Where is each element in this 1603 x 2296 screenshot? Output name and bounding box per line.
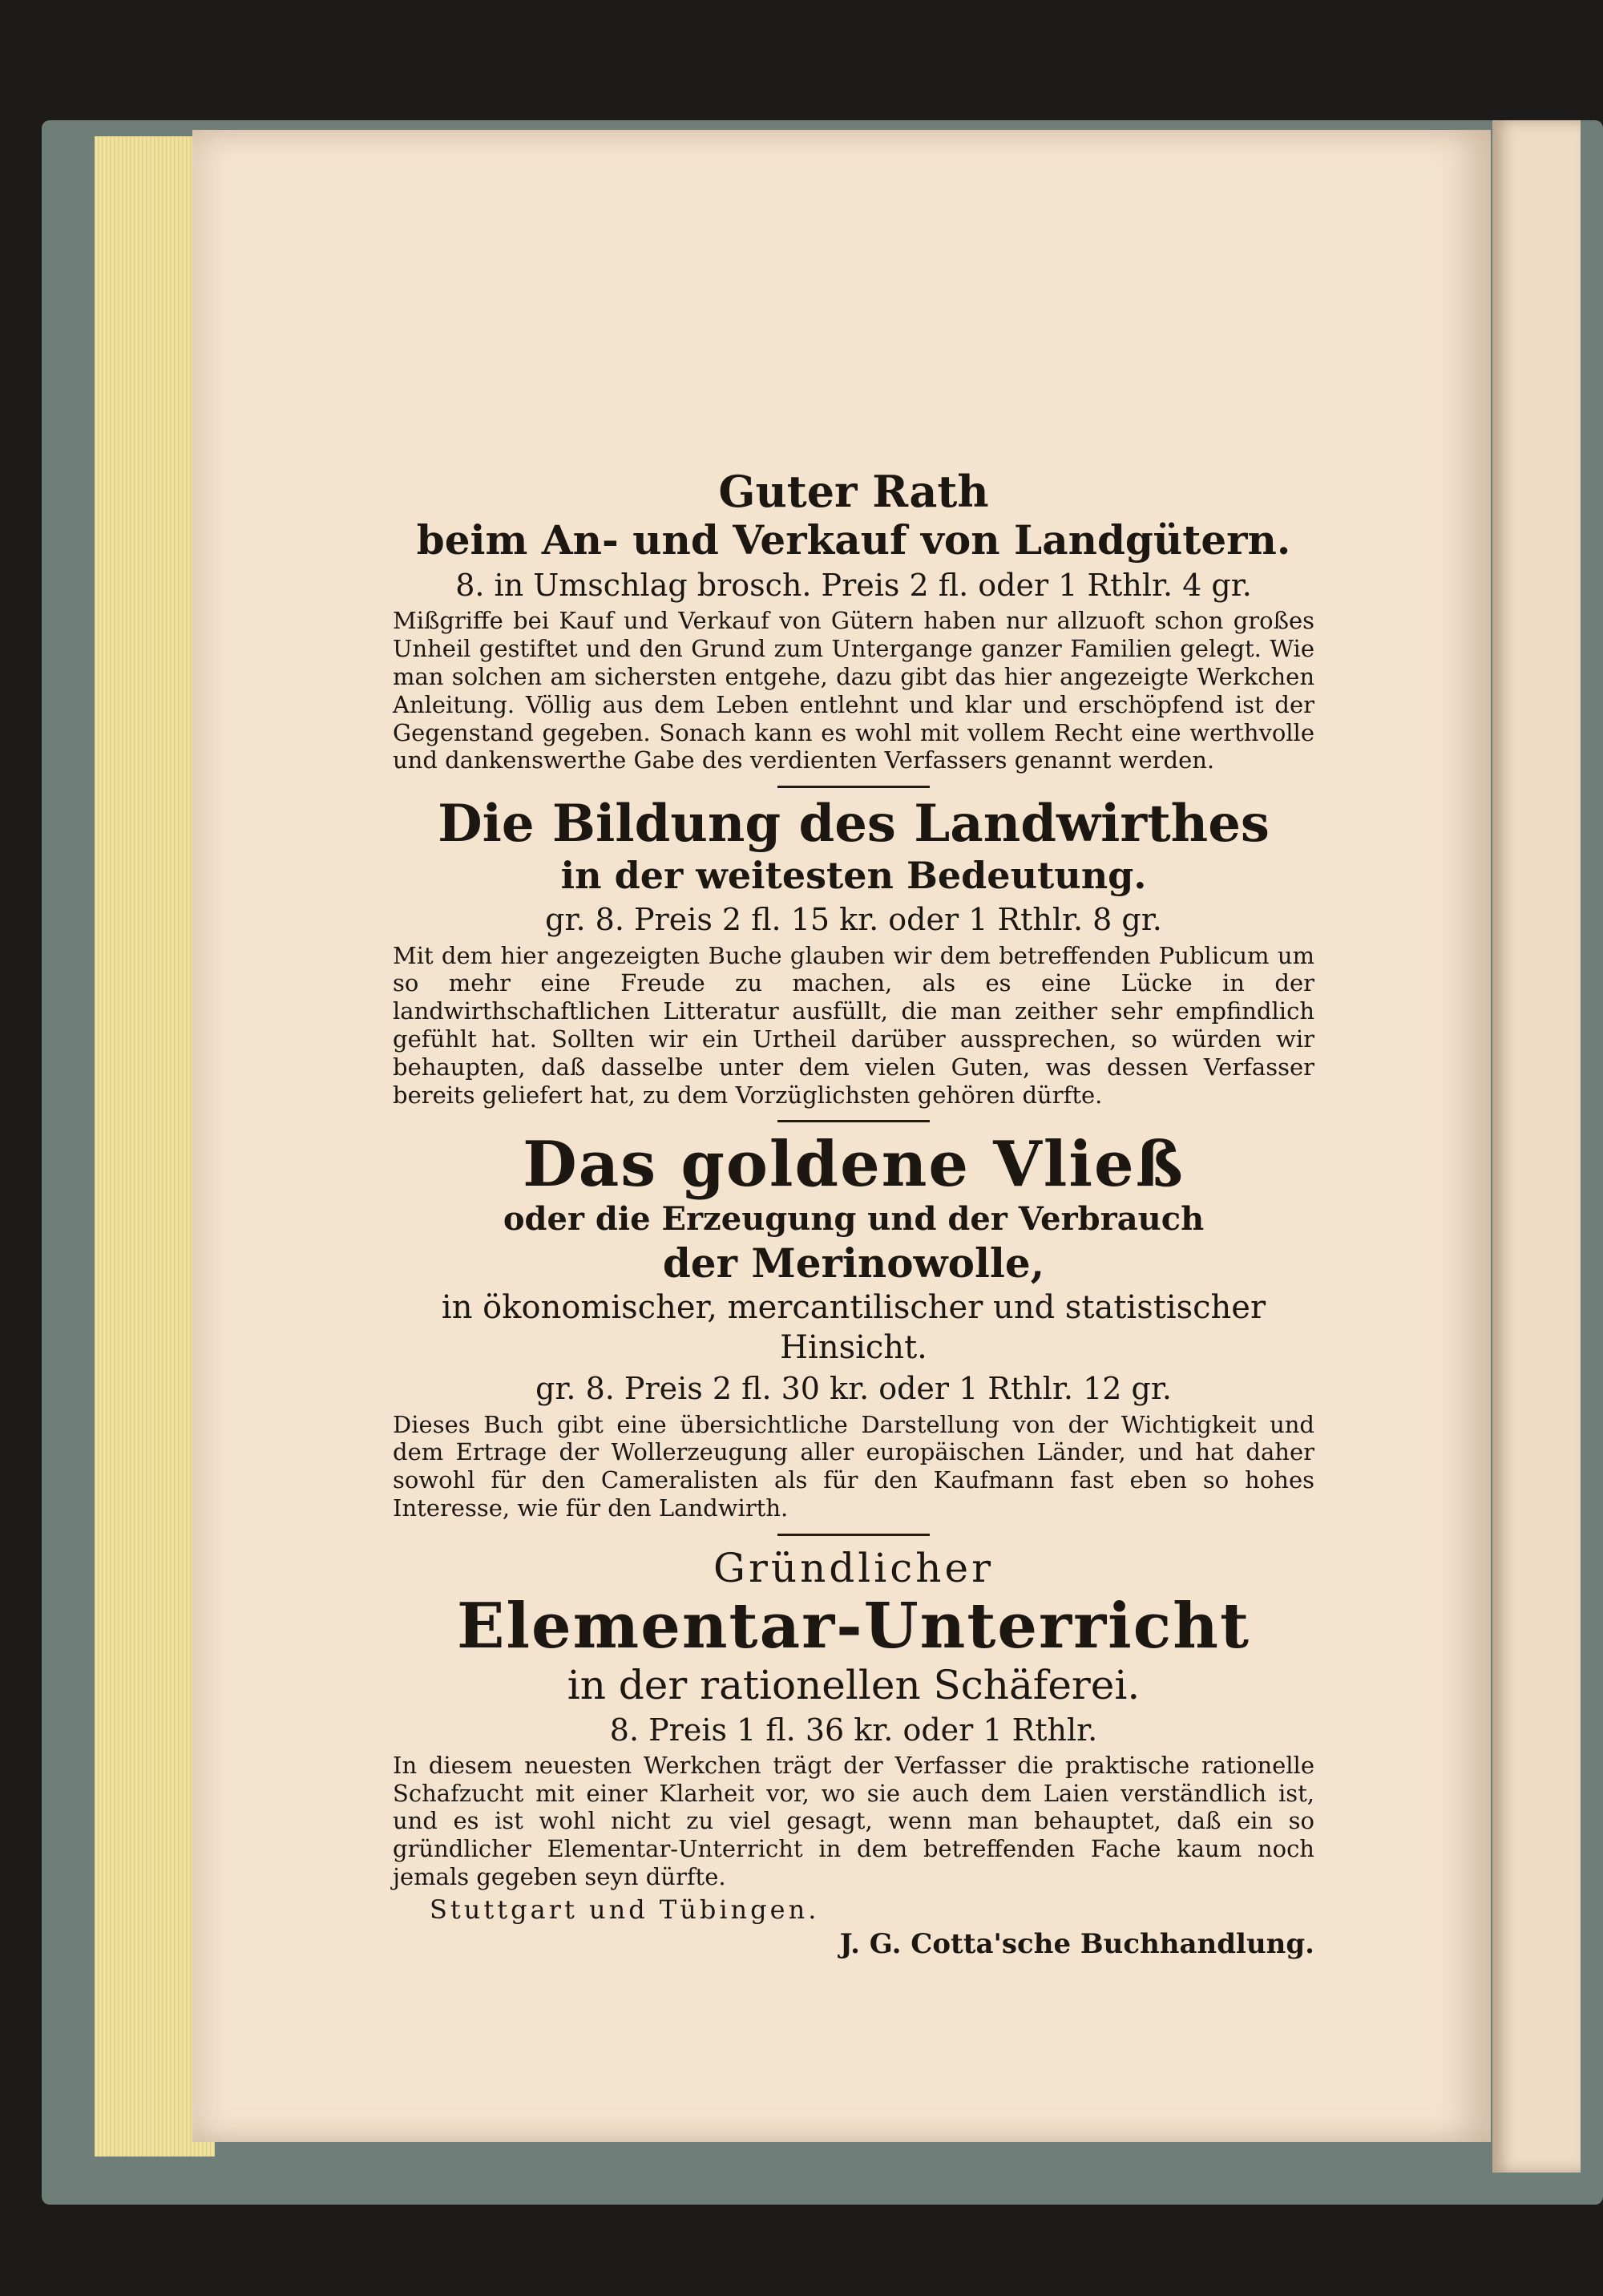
ad-subtitle: in der weitesten Bedeutung. <box>560 853 1147 897</box>
ad-body: Mit dem hier angezeigten Buche glauben wir dem betreffenden Publicum um so mehr eine Freude zu machen, als es eine Lücke in der landwirthschaftlichen Litteratur ausfüllt, die man zeither sehr empfindlich gefühlt hat. Sollten wir ein Urtheil darüber aussprechen, so würden wir behaupten, daß dasselbe unter dem vielen Guten, was dessen Verfasser bereits geliefert hat, zu dem Vorzüglichsten gehören dürfte. <box>393 941 1314 1109</box>
divider <box>777 1120 930 1122</box>
ad-line: in ökonomischer, mercantilischer und statistischer Hinsicht. <box>441 1289 1266 1367</box>
ad-title: Guter Rath <box>718 466 989 517</box>
ad-price: 8. in Umschlag brosch. Preis 2 fl. oder 1 Rthlr. 4 gr. <box>455 568 1252 604</box>
signature-city: Stuttgart und Tübingen. <box>430 1894 820 1925</box>
ad-title: Die Bildung des Landwirthes <box>438 794 1270 855</box>
ad-guter-rath <box>393 467 1314 774</box>
ad-body: In diesem neuesten Werkchen trägt der Verfasser die praktische rationelle Schafzucht mit einer Klarheit vor, wo sie auch dem Laien verständlich ist, und es ist wohl nicht zu viel gesagt, wenn man behauptet, daß ein so gründlicher Elementar-Unterricht in dem betreffenden Fache kaum noch jemals gegeben seyn dürfte. <box>393 1751 1314 1891</box>
facing-page <box>1492 120 1581 2173</box>
ad-title: Das goldene Vließ <box>523 1128 1185 1202</box>
ad-price: gr. 8. Preis 2 fl. 30 kr. oder 1 Rthlr. 12 gr. <box>535 1371 1172 1407</box>
advertisement-column <box>393 467 1314 1960</box>
ad-line: Elementar-Unterricht <box>456 1589 1251 1663</box>
ad-body: Mißgriffe bei Kauf und Verkauf von Gütern haben nur allzuoft schon großes Unheil gestiftet und den Grund zum Untergange ganzer Familien gelegt. Wie man solchen am sichersten entgehe, dazu gibt das hier angezeigte Werkchen Anleitung. Völlig aus dem Leben entlehnt und klar und erschöpfend ist der Gegenstand gegeben. Sonach kann es wohl mit vollem Recht eine werthvolle und dankenswerthe Gabe des verdienten Verfassers genannt werden. <box>393 607 1314 774</box>
ad-body: Dieses Buch gibt eine übersichtliche Darstellung von der Wichtigkeit und dem Ertrage der Wollerzeugung aller europäischen Länder, und hat daher sowohl für den Cameralisten als für den Kaufmann fast eben so hohes Interesse, wie für den Landwirth. <box>393 1410 1314 1522</box>
ad-title: Gründlicher <box>713 1544 994 1591</box>
ad-line: der Merinowolle, <box>662 1239 1045 1287</box>
ad-line: oder die Erzeugung und der Verbrauch <box>503 1200 1205 1239</box>
ad-price: gr. 8. Preis 2 fl. 15 kr. oder 1 Rthlr. 8 gr. <box>545 902 1162 938</box>
divider <box>777 786 930 788</box>
ad-bildung-landwirthes <box>393 796 1314 1109</box>
book-page <box>192 130 1491 2142</box>
ad-subtitle: beim An- und Verkauf von Landgütern. <box>416 516 1291 564</box>
ad-elementar-unterricht <box>393 1544 1314 1891</box>
divider <box>777 1534 930 1536</box>
ad-goldene-vliess <box>393 1130 1314 1522</box>
signature-publisher: J. G. Cotta'sche Buchhandlung. <box>839 1927 1314 1960</box>
ad-line: in der rationellen Schäferei. <box>567 1661 1141 1708</box>
ad-price: 8. Preis 1 fl. 36 kr. oder 1 Rthlr. <box>609 1712 1098 1748</box>
